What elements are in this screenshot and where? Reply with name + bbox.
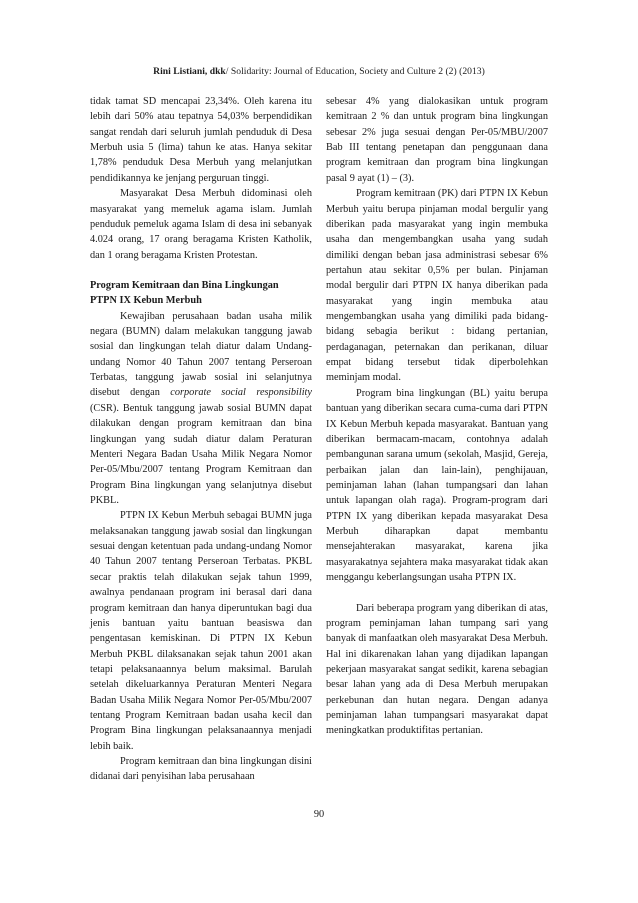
- section-heading-line1: Program Kemitraan dan Bina Lingkungan: [90, 279, 279, 291]
- page-number: 90: [313, 809, 325, 820]
- csr-text-after: (CSR). Bentuk tanggung jawab sosial BUMN dapat dilakukan dengan program kemitraan dan bina lingkungan yang sudah diatur dalam Peraturan Menteri Negara Badan Usaha Milik Negara Nomor Per-05/Mbu/2007 tentang Program Kemitraan dan Program Bina lingkungan yang selanjutnya disebut PKBL.: [90, 402, 312, 506]
- paragraph-bumn-obligation: [90, 309, 312, 509]
- running-header: [0, 66, 638, 78]
- csr-italic-term: corporate social responsibility: [170, 387, 312, 399]
- paragraph-tumpang-sari: Dari beberapa program yang diberikan di atas, program peminjaman lahan tumpang sari yang banyak di manfaatkan oleh masyarakat Desa Merbuh. Hal ini dikarenakan lahan yang dijadikan lapangan pekerjaan masyarakat sangat sedikit, karena sebagian besar lahan yang ada di Desa Merbuh merupakan perkebunan dan hutan negara. Dengan adanya peminjaman lahan tumpangsari masyarakat dapat meningkatkan produktifitas pertanian.: [326, 602, 548, 737]
- paragraph-funding-start: Program kemitraan dan bina lingkungan disini didanai dari penyisihan laba perusahaan: [90, 756, 312, 783]
- section-heading-line2: PTPN IX Kebun Merbuh: [90, 295, 202, 307]
- left-column: [90, 94, 312, 785]
- paragraph-ptpn-pkbl: PTPN IX Kebun Merbuh sebagai BUMN juga melaksanakan tanggung jawab sosial dan lingkungan sesuai dengan ketentuan pada undang-undang Nomor 40 Tahun 2007 tentang Perseroan Terbatas. PKBL secar praktis telah dilakukan sejak tahun 1999, awalnya pendanaan program ini berasal dari dana program kemitraan dan hanya diperuntukan bagi dua jenis bantuan yaitu bantuan beasiswa dan pengentasan kemiskinan. Di PTPN IX Kebun Merbuh PKBL dilaksanakan sejak tahun 2001 akan tetapi pelaksanaannya belum maksimal. Barulah setelah dikeluarkannya Peraturan Menteri Negara Badan Usaha Milik Negara Nomor Per-05/Mbu/2007 tentang Program Kemitraan badan usaha kecil dan Program Bina lingkungan pelaksanaannya menjadi lebih baik.: [90, 510, 312, 752]
- right-column: [326, 94, 548, 739]
- header-journal: / Solidarity: Journal of Education, Society and Culture 2 (2) (2013): [225, 66, 485, 77]
- header-authors: Rini Listiani, dkk: [153, 66, 226, 77]
- csr-text-before: Kewajiban perusahaan badan usaha milik negara (BUMN) dalam melakukan tanggung jawab sosial dan lingkungan telah diatur dalam Undang-undang Nomor 40 Tahun 2007 tentang Perseroan Terbatas, tanggung jawab sosial ini selanjutnya disebut dengan: [90, 310, 312, 399]
- paragraph-bina-lingkungan: Program bina lingkungan (BL) yaitu berupa bantuan yang diberikan secara cuma-cuma dari PTPN IX Kebun Merbuh kepada masyarakat. Bantuan yang diberikan bermacam-macam, contohnya adalah pembangunan sarana umum (sekolah, Masjid, Gereja, perbaikan jalan dan lain-lain), penghijauan, peminjaman lahan (lahan tumpangsari dan lahan untuk lapangan olah raga). Program-program dari PTPN IX yang diberikan kepada masyarakat Desa Merbuh diharapkan dapat membantu mensejahterakan masyarakat, karena jika masyarakatnya sejahtera maka masyarakat tidak akan menggangu keberlangsungan usaha PTPN IX.: [326, 387, 548, 584]
- paragraph-program-kemitraan: Program kemitraan (PK) dari PTPN IX Kebun Merbuh yaitu berupa pinjaman modal bergulir yang diberikan pada masyarakat yang ingin membuka usaha dan mengembangkan usaha yang sudah dimiliki dengan beban jasa administrasi sebesar 6% pertahun atau sekitar 0,5% per bulan. Pinjaman modal bergulir dari PTPN IX hanya diberikan pada masyarakat yang ingin membuka atau mengembangkan usaha yang dimiliki pada bidang-bidang sebagia berikut : bidang pertanian, perdaganagan, peternakan dan perikanan, diluar empat bidang tersebut tidak diperbolehkan meminjam modal.: [326, 188, 548, 384]
- paragraph-funding-allocation: sebesar 4% yang dialokasikan untuk program kemitraan 2 % dan untuk program bina lingkungan sebesar 2% juga sesuai dengan Per-05/MBU/2007 Bab III tentang penetapan dan penggunaan dana program kemitraan dan program bina lingkungan pasal 9 ayat (1) – (3).: [326, 96, 548, 184]
- paragraph-education: tidak tamat SD mencapai 23,34%. Oleh karena itu lebih dari 50% atau tepatnya 54,03% berpendidikan sangat rendah dari seluruh jumlah penduduk di Desa Merbuh usia 5 (lima) tahun ke atas. Hanya sekitar 1,78% penduduk Desa Merbuh yang melanjutkan pendidikannya ke jenjang perguruan tinggi.: [90, 96, 312, 184]
- paragraph-religion: Masyarakat Desa Merbuh didominasi oleh masyarakat yang memeluk agama islam. Jumlah penduduk pemeluk agama Islam di desa ini sebanyak 4.024 orang, 17 orang beragama Kristen Katholik, dan 1 orang beragama Kristen Protestan.: [90, 188, 312, 261]
